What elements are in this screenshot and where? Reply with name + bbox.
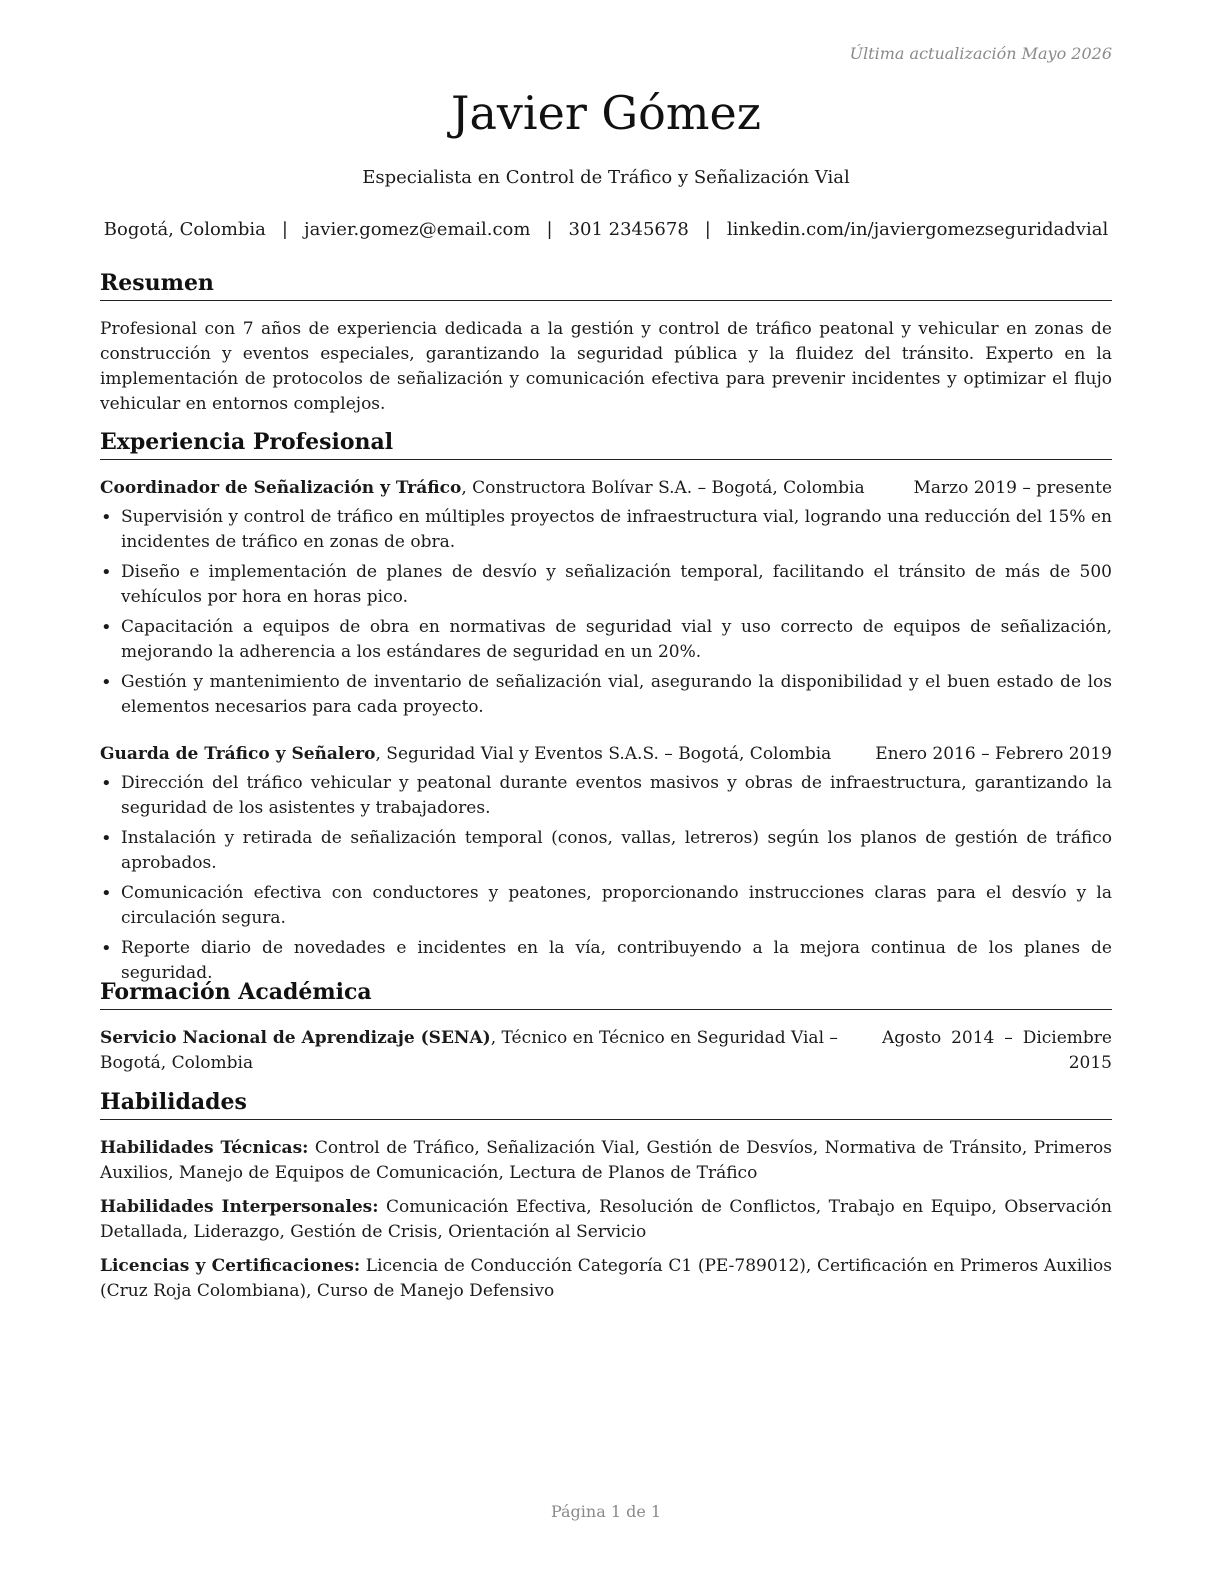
job-role: Guarda de Tráfico y Señalero (100, 743, 376, 764)
job-role-company (100, 476, 865, 501)
job-bullets (100, 505, 1112, 720)
job-bullet: • Capacitación a equipos de obra en normativas de seguridad vial y uso correcto de equipos de señalización, mejorando la adherencia a los estándares de seguridad en un 20%. (100, 615, 1112, 665)
skill-label: Habilidades Técnicas: (100, 1137, 309, 1158)
skill-label: Habilidades Interpersonales: (100, 1196, 379, 1217)
job-dates: Marzo 2019 – presente (913, 477, 1112, 498)
skill-group (100, 1195, 1112, 1245)
job-header (100, 742, 1112, 767)
job-company: , Seguridad Vial y Eventos S.A.S. – Bogotá, Colombia (375, 743, 832, 764)
contact-separator: | (546, 219, 553, 240)
skills-heading: Habilidades (100, 1089, 1112, 1120)
job-bullets (100, 771, 1112, 986)
resume-page (100, 0, 1112, 1584)
experience-section (100, 429, 1112, 1008)
contact-phone[interactable]: 301 2345678 (568, 219, 689, 240)
job-bullet: • Reporte diario de novedades e incidentes en la vía, contribuyendo a la mejora continua de los planes de seguridad. (100, 936, 1112, 986)
education-detail (100, 1026, 880, 1076)
skill-group (100, 1136, 1112, 1186)
skill-list: Comunicación Efectiva, Resolución de Conflictos, Trabajo en Equipo, Observación Detallada, Liderazgo, Gestión de Crisis, Orientación al Servicio (100, 1196, 1112, 1242)
job-bullet: • Diseño e implementación de planes de desvío y señalización temporal, facilitando el tránsito de más de 500 vehículos por hora en horas pico. (100, 560, 1112, 610)
summary-section (100, 270, 1112, 417)
job-bullet: • Dirección del tráfico vehicular y peatonal durante eventos masivos y obras de infraestructura, garantizando la seguridad de los asistentes y trabajadores. (100, 771, 1112, 821)
job-entry (100, 476, 1112, 720)
education-institution: Servicio Nacional de Aprendizaje (SENA) (100, 1027, 491, 1048)
education-section (100, 979, 1112, 1076)
skills-section (100, 1089, 1112, 1313)
headline: Especialista en Control de Tráfico y Señalización Vial (362, 167, 850, 188)
last-updated: Última actualización Mayo 2026 (849, 44, 1112, 63)
page-number: Página 1 de 1 (550, 1502, 662, 1521)
contact-linkedin[interactable]: linkedin.com/in/javiergomezseguridadvial (726, 219, 1109, 240)
skill-group (100, 1254, 1112, 1304)
job-entry (100, 742, 1112, 986)
skill-list: Control de Tráfico, Señalización Vial, Gestión de Desvíos, Normativa de Tránsito, Primeros Auxilios, Manejo de Equipos de Comunicación, Lectura de Planos de Tráfico (100, 1137, 1112, 1183)
education-heading: Formación Académica (100, 979, 1112, 1010)
job-bullet: • Gestión y mantenimiento de inventario de señalización vial, asegurando la disponibilidad y el buen estado de los elementos necesarios para cada proyecto. (100, 670, 1112, 720)
job-header (100, 476, 1112, 501)
skill-list: Licencia de Conducción Categoría C1 (PE-789012), Certificación en Primeros Auxilios (Cruz Roja Colombiana), Curso de Manejo Defensivo (100, 1255, 1112, 1301)
education-entry (100, 1026, 1112, 1076)
education-program: , Técnico en Técnico en Seguridad Vial – Bogotá, Colombia (100, 1027, 838, 1073)
job-company: , Constructora Bolívar S.A. – Bogotá, Colombia (461, 477, 865, 498)
contact-line (100, 219, 1112, 240)
contact-email[interactable]: javier.gomez@email.com (303, 219, 531, 240)
summary-heading: Resumen (100, 270, 1112, 301)
candidate-name: Javier Gómez (451, 86, 761, 140)
summary-text: Profesional con 7 años de experiencia dedicada a la gestión y control de tráfico peatonal y vehicular en zonas de construcción y eventos especiales, garantizando la seguridad pública y la fluidez del tránsito. Experto en la implementación de protocolos de señalización y comunicación efectiva para prevenir incidentes y optimizar el flujo vehicular en entornos complejos. (100, 318, 1112, 414)
experience-heading: Experiencia Profesional (100, 429, 1112, 460)
education-dates: Agosto 2014 – Diciembre 2015 (882, 1027, 1112, 1073)
job-bullet: • Supervisión y control de tráfico en múltiples proyectos de infraestructura vial, logrando una reducción del 15% en incidentes de tráfico en zonas de obra. (100, 505, 1112, 555)
contact-separator: | (704, 219, 711, 240)
job-bullet: • Comunicación efectiva con conductores y peatones, proporcionando instrucciones claras para el desvío y la circulación segura. (100, 881, 1112, 931)
job-role: Coordinador de Señalización y Tráfico (100, 477, 462, 498)
job-role-company (100, 742, 831, 767)
skill-label: Licencias y Certificaciones: (100, 1255, 361, 1276)
contact-separator: | (281, 219, 288, 240)
contact-location: Bogotá, Colombia (103, 219, 266, 240)
job-dates: Enero 2016 – Febrero 2019 (875, 743, 1112, 764)
job-bullet: • Instalación y retirada de señalización temporal (conos, vallas, letreros) según los planos de gestión de tráfico aprobados. (100, 826, 1112, 876)
